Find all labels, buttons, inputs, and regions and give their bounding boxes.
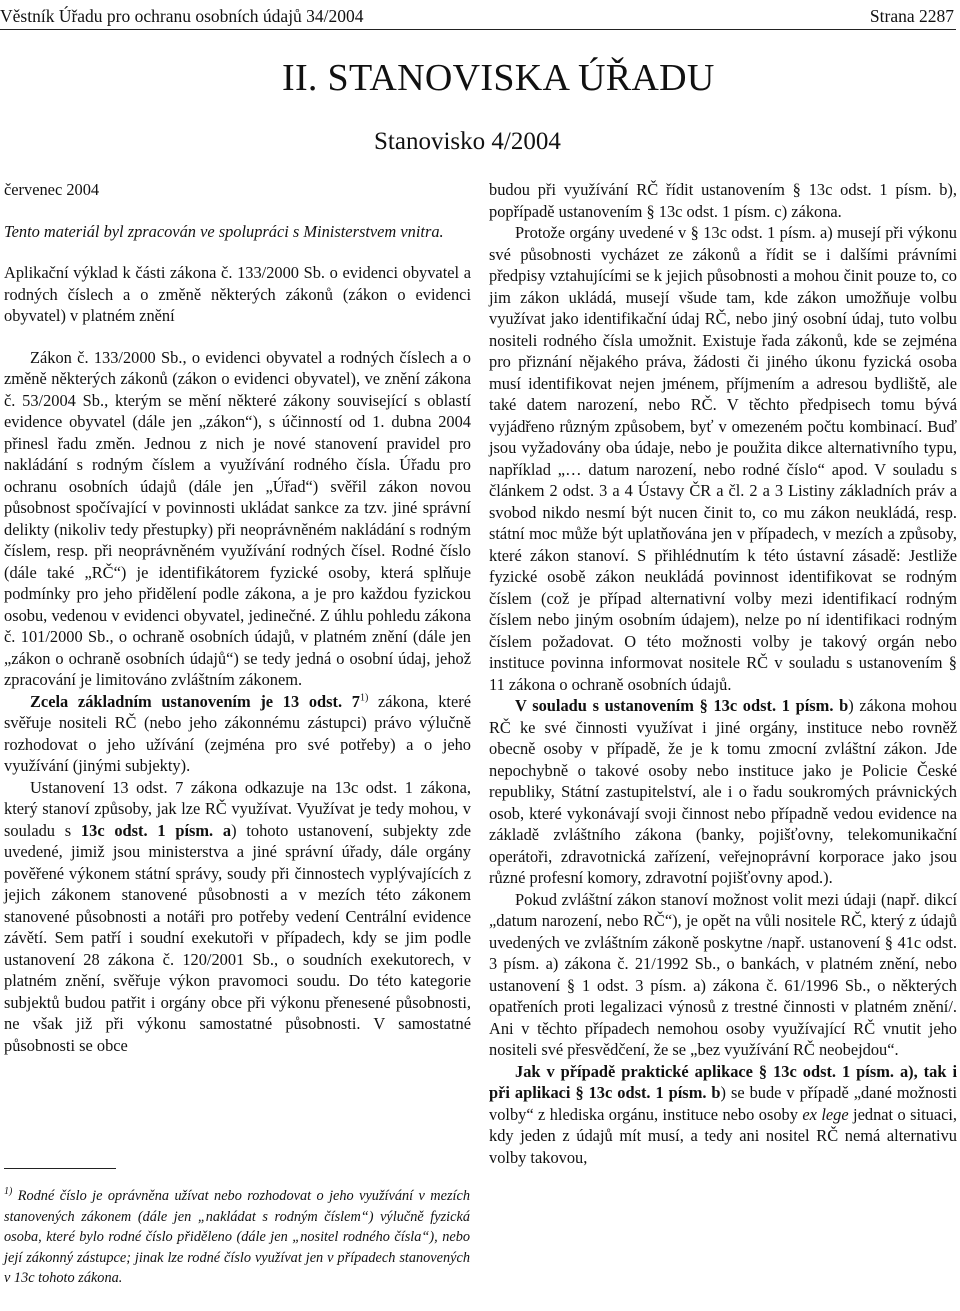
date-line: červenec 2004	[4, 180, 100, 199]
journal-title: Věstník Úřadu pro ochranu osobních údajů 34/2004	[0, 6, 364, 26]
right-paragraph-4: Pokud zvláštní zákon stanoví možnost volit mezi údaji (např. dikcí „datum narození, nebo RČ“), je opět na vůli nositele RČ, který z údajů uvedených ve zvláštním zákoně poskytne /např. ustanovení § 41c odst. 3 písm. a) zákona č. 21/1992 Sb., o bankách, v platném znění, nebo ustanovení § 1 odst. 3 písm. a) zákona č. 61/1996 Sb., o některých opatřeních proti legalizaci výnosů z trestné činnosti v platném znění/. Ani v těchto případech nemohou osoby využívající RČ vnutit jeho nositeli své přesvědčení, že se „bez využívání RČ neobejdou“.	[489, 889, 957, 1059]
cooperation-note: Tento materiál byl zpracován ve spolupráci s Ministerstvem vnitra.	[4, 221, 444, 241]
section-title: II. STANOVISKA ÚŘADU	[282, 57, 715, 99]
paragraph-3-text-b: ) tohoto ustanovení, subjekty zde uvedené, jimiž jsou ministerstva a jiné správní úřady, dále orgány pověřené výkonem státní správy, soudy při činnostech vyplývajících z jejich zákonem stanovené působnosti a v mezích této zákonem stanovené působnosti a notáři pro potřeby vedení Centrální evidence závětí. Sem patří i soudní exekutoři v případech, kdy se jim podle ustanovení 28 zákona č. 120/2001 Sb., o soudních exekutorech, v platném znění, svěřuje výkon pravomoci soudu. Do této kategorie subjektů budou patřit i orgány obce při výkonu přenesené působnosti, ne však již při výkonu samostatné působnosti. V samostatné působnosti se obce	[4, 820, 471, 1055]
footnote	[4, 1186, 470, 1289]
left-column	[4, 179, 471, 1056]
right-paragraph-1: budou při využívání RČ řídit ustanovením § 13c odst. 1 písm. b), popřípadě ustanovením § 13c odst. 1 písm. c) zákona.	[489, 180, 957, 221]
header-rule	[0, 29, 956, 30]
right-paragraph-5-bold: Jak v případě praktické aplikace § 13c odst. 1 písm. a), tak i při aplikaci § 13c odst. 1 písm. b	[489, 1061, 957, 1102]
page-header	[0, 4, 960, 30]
footnote-ref[interactable]: 1)	[359, 692, 369, 704]
subject-line: Aplikační výklad k části zákona č. 133/2000 Sb. o evidenci obyvatel a rodných číslech a o změně některých zákonů (zákon o evidenci obyvatel) v platném znění	[4, 263, 471, 325]
page-number: Strana 2287	[869, 6, 954, 26]
right-paragraph-3-bold: V souladu s ustanovením § 13c odst. 1 písm. b	[515, 696, 849, 715]
paragraph-3	[4, 777, 471, 1057]
right-paragraph-5-text-a: ) se bude v případě „dané možnosti volby“ z hlediska orgánu, instituce nebo osoby	[489, 1083, 957, 1124]
paragraph-2-bold: Zcela základním ustanovením je 13 odst. 7	[30, 691, 360, 711]
right-paragraph-2: Protože orgány uvedené v § 13c odst. 1 písm. a) musejí při výkonu své působnosti vycházet ze zákonů a řídit se i dalšími právními předpisy vztahujícími se k jejich působnosti a mohou činit pouze to, co jim zákon ukládá, musejí všude tam, kde zákon umožňuje volbu využívat jako identifikační údaj RČ, nebo jiný osobní údaj, tuto volbu nositeli rodného čísla umožnit. Existuje řada zákonů, kde se zejména pro přiznání nějakého práva, žádosti či jiného úkonu fyzická osoba musí identifikovat nejen jménem, příjmením a adresou bydliště, ale také datem narození, nebo RČ. V těchto předpisech tomu bývá vyjádřeno různým způsobem, byť v omezeném počtu kombinací. Buď jsou vyžadovány oba údaje, nebo je použita dikce alternativního typu, například „… datum narození, nebo rodné číslo“ apod. V souladu s článkem 2 odst. 3 a 4 Ústavy ČR a čl. 2 a 3 Listiny základních práv a svobod nikdo nesmí být nucen činit to, co mu zákon neukládá, resp. státní moc může být uplatňována jen v případech, v mezích a způsoby, které zákon stanoví. S přihlédnutím k této ústavní zásadě: Jestliže fyzické osobě zákon neukládá povinnost identifikovat se rodným číslem (což je případ alternativní volby mezi identifikací rodným číslem nebo jiným osobním údajem), nelze po ní identifikaci rodným číslem požadovat. O této možnosti volby je takový orgán nebo instituce povinna informovat nositele RČ v souladu s ustanovením § 11 zákona o ochraně osobních údajů.	[489, 223, 957, 694]
footnote-text: Rodné číslo je oprávněna užívat nebo rozhodovat o jeho využívání v mezích stanovených zákonem (dále jen „nakládat s rodným číslem“) výlučně fyzická osoba, které bylo rodné číslo přiděleno (dále jen „nositel rodného čísla“), nebo její zákonný zástupce; jinak lze rodné číslo využívat jen v případech stanovených v 13c tohoto zákona.	[4, 1188, 471, 1287]
right-paragraph-5-text-b: jednat o situaci, kdy jeden z údajů mít musí, a tedy ani nositel RČ nemá alternativu volby takovou,	[489, 1104, 958, 1167]
paragraph-1: Zákon č. 133/2000 Sb., o evidenci obyvatel a rodných číslech a o změně některých zákonů (zákon o evidenci obyvatel), ve znění zákona č. 53/2004 Sb., kterým se mění některé zákony související s oblastí evidence obyvatel (dále jen „zákon“), s účinností od 1. dubna 2004 přinesl řadu změn. Jednou z nich je nové stanovení pravidel pro nakládání s rodným číslem a využívání rodného čísla. Úřadu pro ochranu osobních údajů (dále jen „Úřad“) svěřil zákon novou působnost spočívající v povinnosti ukládat sankce za tzv. jiné správní delikty (nikoliv tedy přestupky) při neoprávněném nakládání s rodným číslem, resp. při neoprávněném využívání rodných čísel. Rodné číslo (dále také „RČ“) je identifikátorem fyzické osoby, která splňuje podmínky pro jeho přidělení podle zákona, a je pro každou fyzickou osobu, vedenou v evidenci obyvatel, jedinečné. Z úhlu pohledu zákona č. 101/2000 Sb., o ochraně osobních údajů, v platném znění (dále jen „zákon o ochraně osobních údajů“) se tedy jedná o osobní údaj, jehož zpracování je limitováno zvláštním zákonem.	[4, 347, 471, 689]
right-column	[489, 179, 957, 1168]
footnote-rule	[4, 1168, 116, 1169]
paragraph-3-text-a: Ustanovení 13 odst. 7 zákona odkazuje na 13c odst. 1 zákona, který stanoví způsoby, jak lze RČ využívat. Využívat je tedy mohou, v souladu s	[4, 777, 471, 840]
footnote-marker: 1)	[4, 1186, 13, 1198]
right-paragraph-5	[489, 1061, 957, 1169]
right-paragraph-3-text: ) zákona mohou RČ ke své činnosti využívat i jiné orgány, instituce nebo rovněž obecně osoby v případě, že je k tomu zmocní zvláštní zákon. Jde nepochybně o takové osoby nebo instituce jako je Policie České republiky, Státní zastupitelství, ale i o řadu soukromých právnických osob, které vykonávají svoji činnost nebo případně vedou evidence na základě zvláštního zákona (banky, pojišťovny, telekomunikační operátoři, zdravotnická zařízení, veřejnoprávní korporace jako jsou různé profesní komory, zdravotní pojišťovny apod.).	[489, 696, 957, 887]
paragraph-2	[4, 691, 471, 777]
paragraph-3-bold: 13c odst. 1 písm. a	[80, 820, 232, 840]
right-paragraph-5-italic: ex lege	[802, 1104, 849, 1124]
right-paragraph-3	[489, 695, 957, 889]
opinion-title: Stanovisko 4/2004	[374, 128, 561, 155]
paragraph-2-text: zákona, které svěřuje nositeli RČ (nebo jeho zákonnému zástupci) právo výlučně rozhodovat o jeho užívání (zejména pro své potřeby) a o jeho využívání (jinými subjekty).	[4, 691, 471, 775]
